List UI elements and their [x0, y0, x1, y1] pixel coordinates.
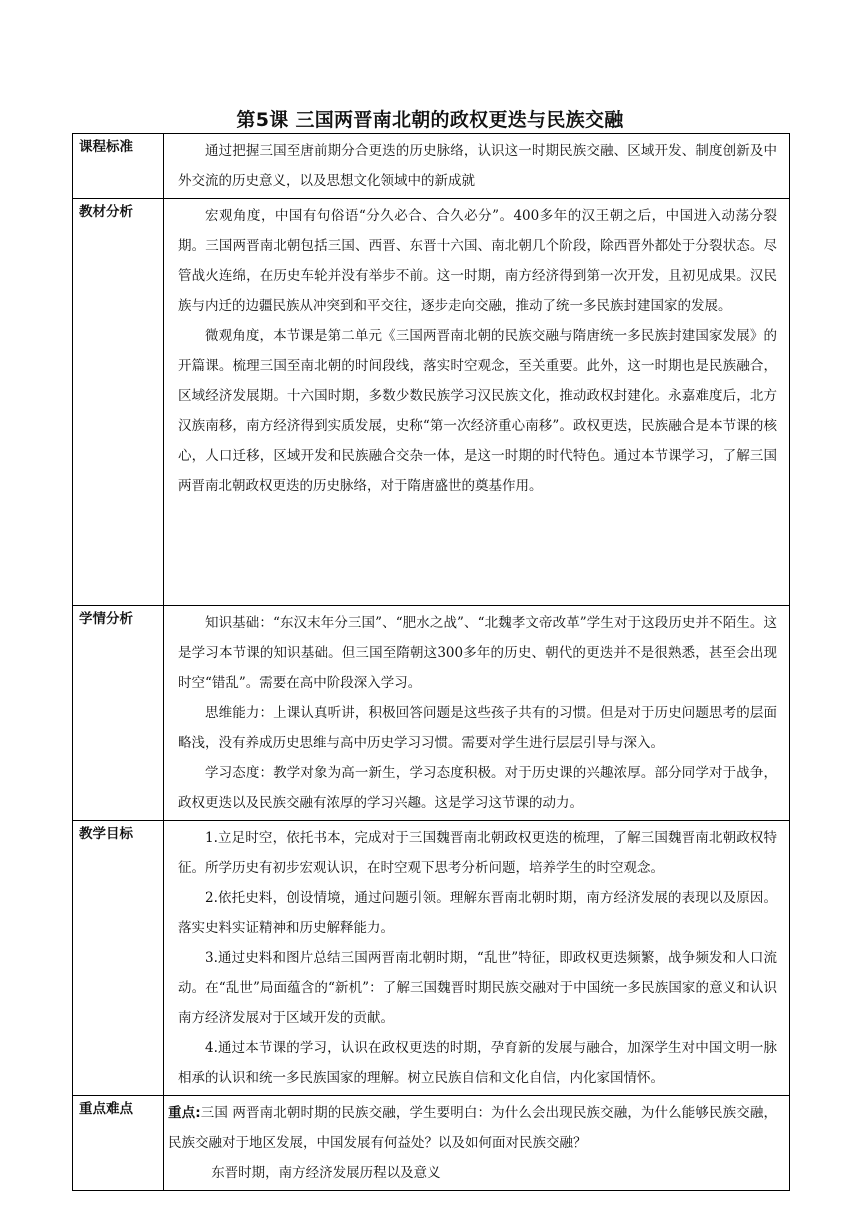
row-label-goals: 教学目标 — [73, 821, 164, 1096]
row-content-textbook — [164, 199, 790, 606]
paragraph: 3.通过史料和图片总结三国两晋南北朝时期，“乱世”特征，即政权更迭频繁，战争频发和人口流动。在“乱世”局面蕴含的“新机”：了解三国魏晋时期民族交融对于中国统一多民族国家的意义和认识南方经济发展对于区域开发的贡献。 — [178, 950, 777, 1026]
table-row-key — [73, 1096, 790, 1191]
paragraph: 2.依托史料，创设情境，通过问题引领。理解东晋南北朝时期，南方经济发展的表现以及原因。落实史料实证精神和历史解释能力。 — [178, 890, 777, 936]
row-label-students: 学情分析 — [73, 606, 164, 821]
table-row-students — [73, 606, 790, 821]
paragraph: 思维能力：上课认真听讲，积极回答问题是这些孩子共有的习惯。但是对于历史问题思考的层面略浅，没有养成历史思维与高中历史学习习惯。需要对学生进行层层引导与深入。 — [178, 705, 777, 751]
paragraph: 4.通过本节课的学习，认识在政权更迭的时期，孕育新的发展与融合，加深学生对中国文明一脉相承的认识和统一多民族国家的理解。树立民族自信和文化自信，内化家国情怀。 — [178, 1040, 777, 1086]
table-row-textbook — [73, 199, 790, 606]
key-point-second: 东晋时期，南方经济发展历程以及意义 — [211, 1165, 441, 1181]
key-point-text: 三国 两晋南北朝时期的民族交融，学生要明白：为什么会出现民族交融，为什么能够民族交融，民族交融对于地区发展，中国发展有何益处？以及如何面对民族交融？ — [168, 1105, 777, 1151]
row-label-key: 重点难点 — [73, 1096, 164, 1191]
lesson-plan-table — [72, 133, 790, 1191]
row-content-standard — [164, 134, 790, 199]
row-label-textbook: 教材分析 — [73, 199, 164, 606]
table-row-goals — [73, 821, 790, 1096]
row-content-goals — [164, 821, 790, 1096]
paragraph: 学习态度：教学对象为高一新生，学习态度积极。对于历史课的兴趣浓厚。部分同学对于战争，政权更迭以及民族交融有浓厚的学习兴趣。这是学习这节课的动力。 — [178, 765, 777, 811]
paragraph: 通过把握三国至唐前期分合更迭的历史脉络，认识这一时期民族交融、区域开发、制度创新及中外交流的历史意义，以及思想文化领域中的新成就 — [178, 143, 777, 189]
paragraph: 宏观角度，中国有句俗语“分久必合、合久必分”。400多年的汉王朝之后，中国进入动荡分裂期。三国两晋南北朝包括三国、西晋、东晋十六国、南北朝几个阶段，除西晋外都处于分裂状态。尽管战火连绵，在历史车轮并没有举步不前。这一时期，南方经济得到第一次开发，且初见成果。汉民族与内迁的边疆民族从冲突到和平交往，逐步走向交融，推动了统一多民族封建国家的发展。 — [178, 208, 777, 314]
key-point-paragraph — [168, 1098, 777, 1158]
row-label-standard: 课程标准 — [73, 134, 164, 199]
row-content-students — [164, 606, 790, 821]
paragraph: 1.立足时空，依托书本，完成对于三国魏晋南北朝政权更迭的梳理，了解三国魏晋南北朝政权特征。所学历史有初步宏观认识，在时空观下思考分析问题，培养学生的时空观念。 — [178, 830, 777, 876]
row-content-key — [164, 1096, 790, 1191]
table-row-standard — [73, 134, 790, 199]
page-title: 第5课 三国两晋南北朝的政权更迭与民族交融 — [236, 109, 624, 131]
paragraph: 微观角度，本节课是第二单元《三国两晋南北朝的民族交融与隋唐统一多民族封建国家发展》的开篇课。梳理三国至南北朝的时间段线，落实时空观念，至关重要。此外，这一时期也是民族融合，区域经济发展期。十六国时期，多数少数民族学习汉民族文化，推动政权封建化。永嘉难度后，北方汉族南移，南方经济得到实质发展，史称“第一次经济重心南移”。政权更迭，民族融合是本节课的核心，人口迁移，区域开发和民族融合交杂一体，是这一时期的时代特色。通过本节课学习，了解三国两晋南北朝政权更迭的历史脉络，对于隋唐盛世的奠基作用。 — [178, 328, 777, 494]
key-point-lead: 重点: — [168, 1105, 201, 1121]
paragraph: 知识基础：“东汉末年分三国”、“肥水之战”、“北魏孝文帝改革”学生对于这段历史并不陌生。这是学习本节课的知识基础。但三国至隋朝这300多年的历史、朝代的更迭并不是很熟悉，甚至会出现时空“错乱”。需要在高中阶段深入学习。 — [178, 615, 777, 691]
